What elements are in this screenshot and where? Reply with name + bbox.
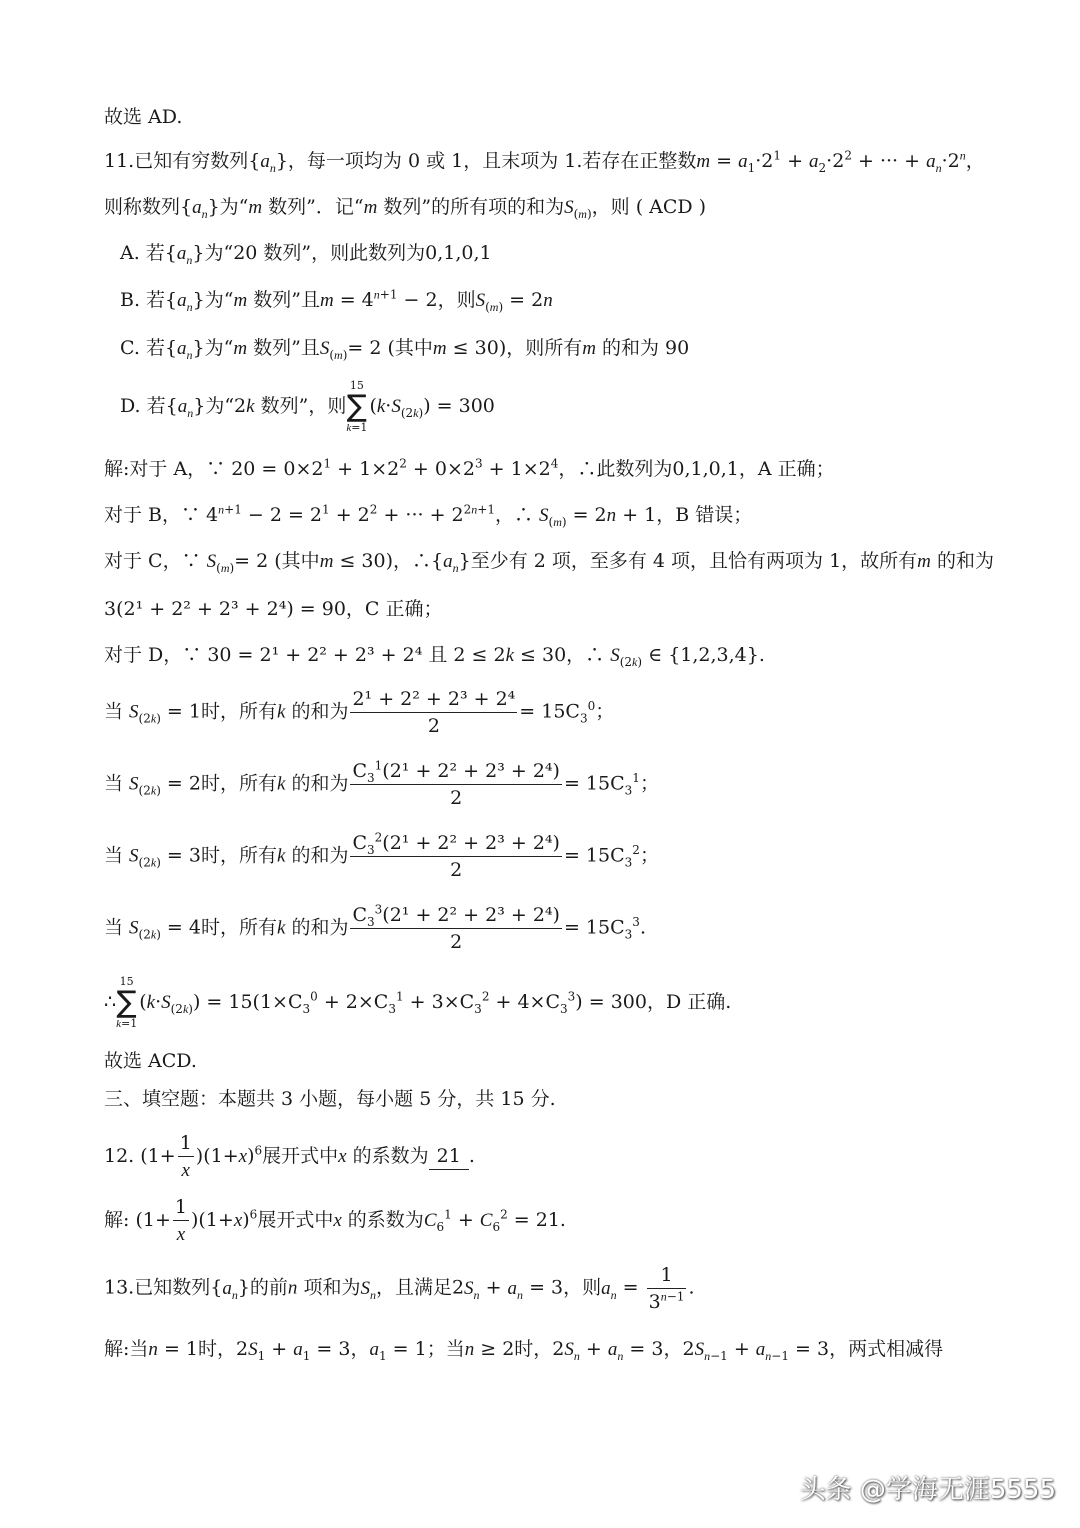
solution-c-line1: 对于 C，∵ $S_{(m)}= 2$ (其中m ≤ 30)，$\therefore\{a_n\}$至少有 2 项，至多有 4 项，且恰有两项为 1，故所有m 的和为 bbox=[104, 550, 994, 575]
line-choose-acd: 故选 ACD. bbox=[104, 1050, 197, 1072]
q11-statement-line1: 11.已知有穷数列$\{a_n\}$，每一项均为 0 或 1，且末项为 1.若存在正整数$m = a_1\cdot 2^1 + a_2\cdot 2^2$ + ··· + $a_n\cdot 2^n$， bbox=[104, 148, 985, 175]
case-s-2: 当 $S_{(2k)} = 2$时，所有k 的和为 $\frac{C_3^1(2^1 + 2^2 + 2^3 + 2^4)}{2}$ = $15C_3^1$； bbox=[104, 758, 659, 809]
summation-symbol: 15 ∑ k=1 bbox=[116, 975, 138, 1030]
q11-option-c: C. 若$\{a_n\}$为“m 数列”且$S_{(m)}= 2$ (其中m ≤ 30)，则所有m 的和为 90 bbox=[120, 337, 690, 362]
summation-symbol: 15 ∑ k=1 bbox=[346, 379, 368, 434]
fraction: $\frac{1}{x}$ bbox=[179, 1132, 192, 1181]
q11-option-a: A. 若$\{a_n\}$为“20 数列”，则此数列为0,1,0,1 bbox=[120, 242, 492, 267]
solution-d-line1: 对于 D，∵ 30 = 2¹ + 2² + 2³ + 2⁴ 且 2 ≤ 2k ≤ 30，∴ $S_{(2k)}$ ∈ {1,2,3,4}. bbox=[104, 644, 765, 669]
case-s-3: 当 $S_{(2k)} = 3$时，所有k 的和为 $\frac{C_3^2(2^1 + 2^2 + 2^3 + 2^4)}{2}$ = $15C_3^2$； bbox=[104, 830, 659, 881]
line-choose-ad: 故选 AD. bbox=[104, 106, 183, 128]
fraction: $\frac{C_3^3(2^1 + 2^2 + 2^3 + 2^4)}{2}$ bbox=[352, 902, 560, 953]
section-3-heading: 三、填空题：本题共 3 小题，每小题 5 分，共 15 分. bbox=[104, 1088, 556, 1110]
fraction: $\frac{1}{3^{n-1}}$ bbox=[648, 1264, 685, 1313]
q13-solution: 解:当n = 1时，$2S_1 + a_1 = 3$，$a_1 = 1$；当n ≥ 2时，$2S_n + a_n = 3$，$2S_{n-1} + a_{n-1} = 3$，两式相减得 bbox=[104, 1338, 944, 1363]
q11-statement-line2: 则称数列$\{a_n\}$为“m 数列”．记“m 数列”的所有项的和为$S_{(m)}$，则 ( ACD ) bbox=[104, 196, 707, 221]
case-s-4: 当 $S_{(2k)} = 4$时，所有k 的和为 $\frac{C_3^3(2^1 + 2^2 + 2^3 + 2^4)}{2}$ = $15C_3^3$. bbox=[104, 902, 646, 953]
solution-a: 解:对于 A，∵ $20 = 0\times 2^1 + 1\times 2^2 + 0\times 2^3 + 1\times 2^4$，∴此数列为0,1,0,1，A 正确； bbox=[104, 456, 835, 480]
watermark: 头条 @学海无涯5555 bbox=[799, 1475, 1056, 1505]
q12-solution: 解: (1+ $\frac{1}{x}$ )$(1+x)^6$展开式中x 的系数为$C_6^1 + C_6^2 = 21$. bbox=[104, 1194, 566, 1248]
fraction: $\frac{1}{x}$ bbox=[174, 1196, 187, 1245]
solution-b: 对于 B，∵ $4^{n+1} - 2 = 2^1 + 2^2$ + ··· + $2^{2n+1}$，∴ $S_{(m)} = 2n + 1$，B 错误； bbox=[104, 502, 753, 529]
fraction: $\frac{C_3^1(2^1 + 2^2 + 2^3 + 2^4)}{2}$ bbox=[352, 758, 560, 809]
answer-blank: 21 bbox=[429, 1143, 469, 1170]
q11-option-d: D. 若$\{a_n\}$为“2k 数列”，则 15 ∑ k=1 $(k\cdot S_{(2k)}) = 300$ bbox=[120, 379, 495, 434]
case-s-1: 当 $S_{(2k)} = 1$时，所有k 的和为 $\frac{\text{2¹ + 2² + 2³ + 2⁴}}{2}$ = $15C_3^0$； bbox=[104, 688, 615, 737]
fraction: $\frac{\text{2¹ + 2² + 2³ + 2⁴}}{2}$ bbox=[352, 688, 516, 737]
solution-c-line2: 3(2¹ + 2² + 2³ + 2⁴) = 90，C 正确； bbox=[104, 598, 443, 620]
q13-statement: 13.已知数列$\{a_n\}$的前n 项和为$S_n$，且满足$2S_n + a_n = 3$，则$a_n$ = $\frac{1}{3^{n-1}}$ . bbox=[104, 1264, 695, 1313]
q12-statement: 12. (1+ $\frac{1}{x}$ )$(1+x)^6$展开式中x 的系数为 21 . bbox=[104, 1130, 475, 1184]
final-sum: ∴ 15 ∑ k=1 $(k\cdot S_{(2k)}) = 15(1\times C_3^0 + 2\times C_3^1 + 3\times C_3^2 + 4\times C_3^3) = 300$，D 正确. bbox=[104, 975, 732, 1030]
fraction: $\frac{C_3^2(2^1 + 2^2 + 2^3 + 2^4)}{2}$ bbox=[352, 830, 560, 881]
q11-option-b: B. 若$\{a_n\}$为“m 数列”且$m = 4^{n+1} - 2$，则$S_{(m)} = 2n$ bbox=[120, 287, 553, 314]
